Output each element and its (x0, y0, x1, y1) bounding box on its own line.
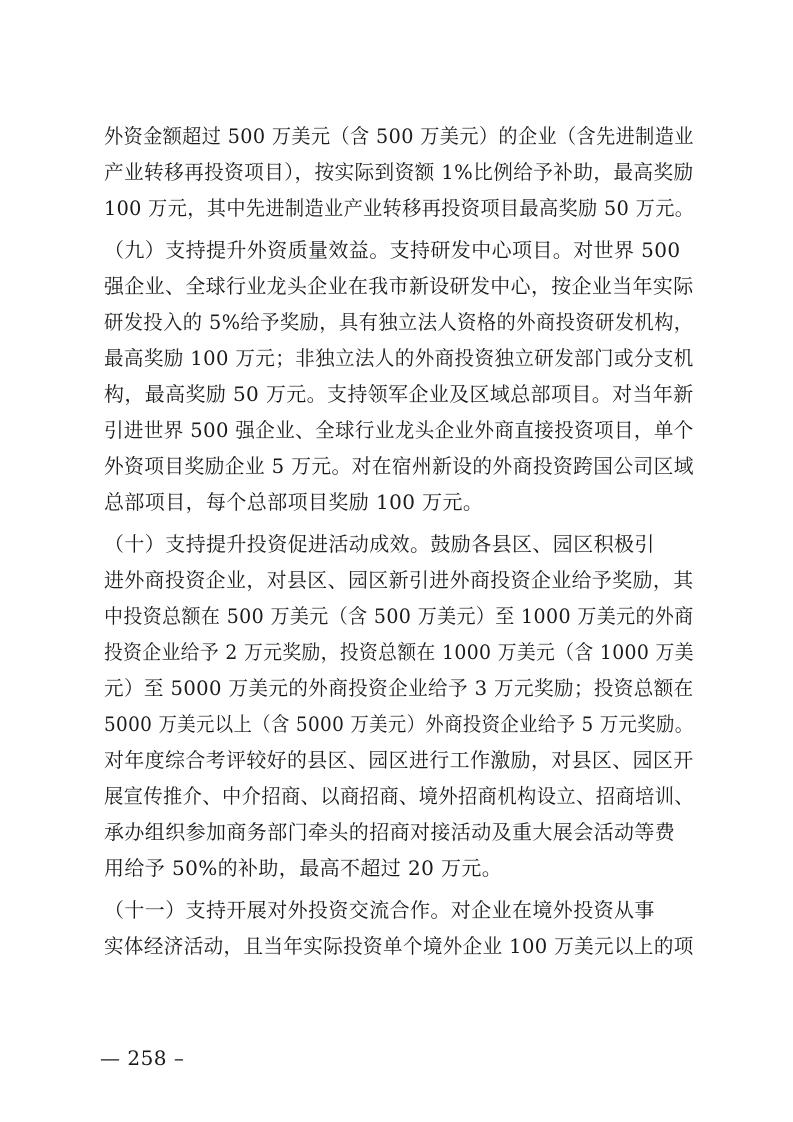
text-line: （十）支持提升投资促进活动成效。鼓励各县区、园区积极引 (104, 532, 655, 556)
text-line: 引进世界 500 强企业、全球行业龙头企业外商直接投资项目，单个 (104, 418, 694, 442)
text-line: 5000 万美元以上（含 5000 万美元）外商投资企业给予 5 万元奖励。 (104, 712, 694, 736)
text-line: 投资企业给予 2 万元奖励，投资总额在 1000 万美元（含 1000 万美 (104, 640, 694, 664)
text-line: 总部项目，每个总部项目奖励 100 万元。 (104, 490, 484, 514)
text-line: 元）至 5000 万美元的外商投资企业给予 3 万元奖励；投资总额在 (104, 676, 694, 700)
text-line: （十一）支持开展对外投资交流合作。对企业在境外投资从事 (104, 898, 655, 922)
text-line: （九）支持提升外资质量效益。支持研发中心项目。对世界 500 (104, 238, 681, 262)
text-line: 用给予 50%的补助，最高不超过 20 万元。 (104, 856, 503, 880)
text-line: 外资金额超过 500 万美元（含 500 万美元）的企业（含先进制造业 (104, 124, 694, 148)
text-line: 产业转移再投资项目），按实际到资额 1%比例给予补助，最高奖励 (104, 160, 694, 184)
text-line: 最高奖励 100 万元；非独立法人的外商投资独立研发部门或分支机 (104, 346, 694, 370)
text-line: 进外商投资企业，对县区、园区新引进外商投资企业给予奖励，其 (104, 568, 694, 592)
text-line: 实体经济活动，且当年实际投资单个境外企业 100 万美元以上的项 (104, 934, 694, 958)
text-line: 研发投入的 5%给予奖励，具有独立法人资格的外商投资研发机构， (104, 310, 694, 334)
text-line: 展宣传推介、中介招商、以商招商、境外招商机构设立、招商培训、 (104, 784, 695, 808)
paragraph (104, 526, 694, 886)
paragraph (104, 118, 694, 226)
document-body (104, 118, 694, 964)
paragraph (104, 892, 694, 964)
text-line: 构，最高奖励 50 万元。支持领军企业及区域总部项目。对当年新 (104, 382, 694, 406)
paragraph (104, 232, 694, 520)
text-line: 对年度综合考评较好的县区、园区进行工作激励，对县区、园区开 (104, 748, 694, 772)
text-line: 承办组织参加商务部门牵头的招商对接活动及重大展会活动等费 (104, 820, 676, 844)
text-line: 强企业、全球行业龙头企业在我市新设研发中心，按企业当年实际 (104, 274, 694, 298)
text-line: 100 万元，其中先进制造业产业转移再投资项目最高奖励 50 万元。 (104, 196, 695, 220)
page-number: — 258 – (100, 1046, 185, 1070)
text-line: 中投资总额在 500 万美元（含 500 万美元）至 1000 万美元的外商 (104, 604, 694, 628)
text-line: 外资项目奖励企业 5 万元。对在宿州新设的外商投资跨国公司区域 (104, 454, 694, 478)
